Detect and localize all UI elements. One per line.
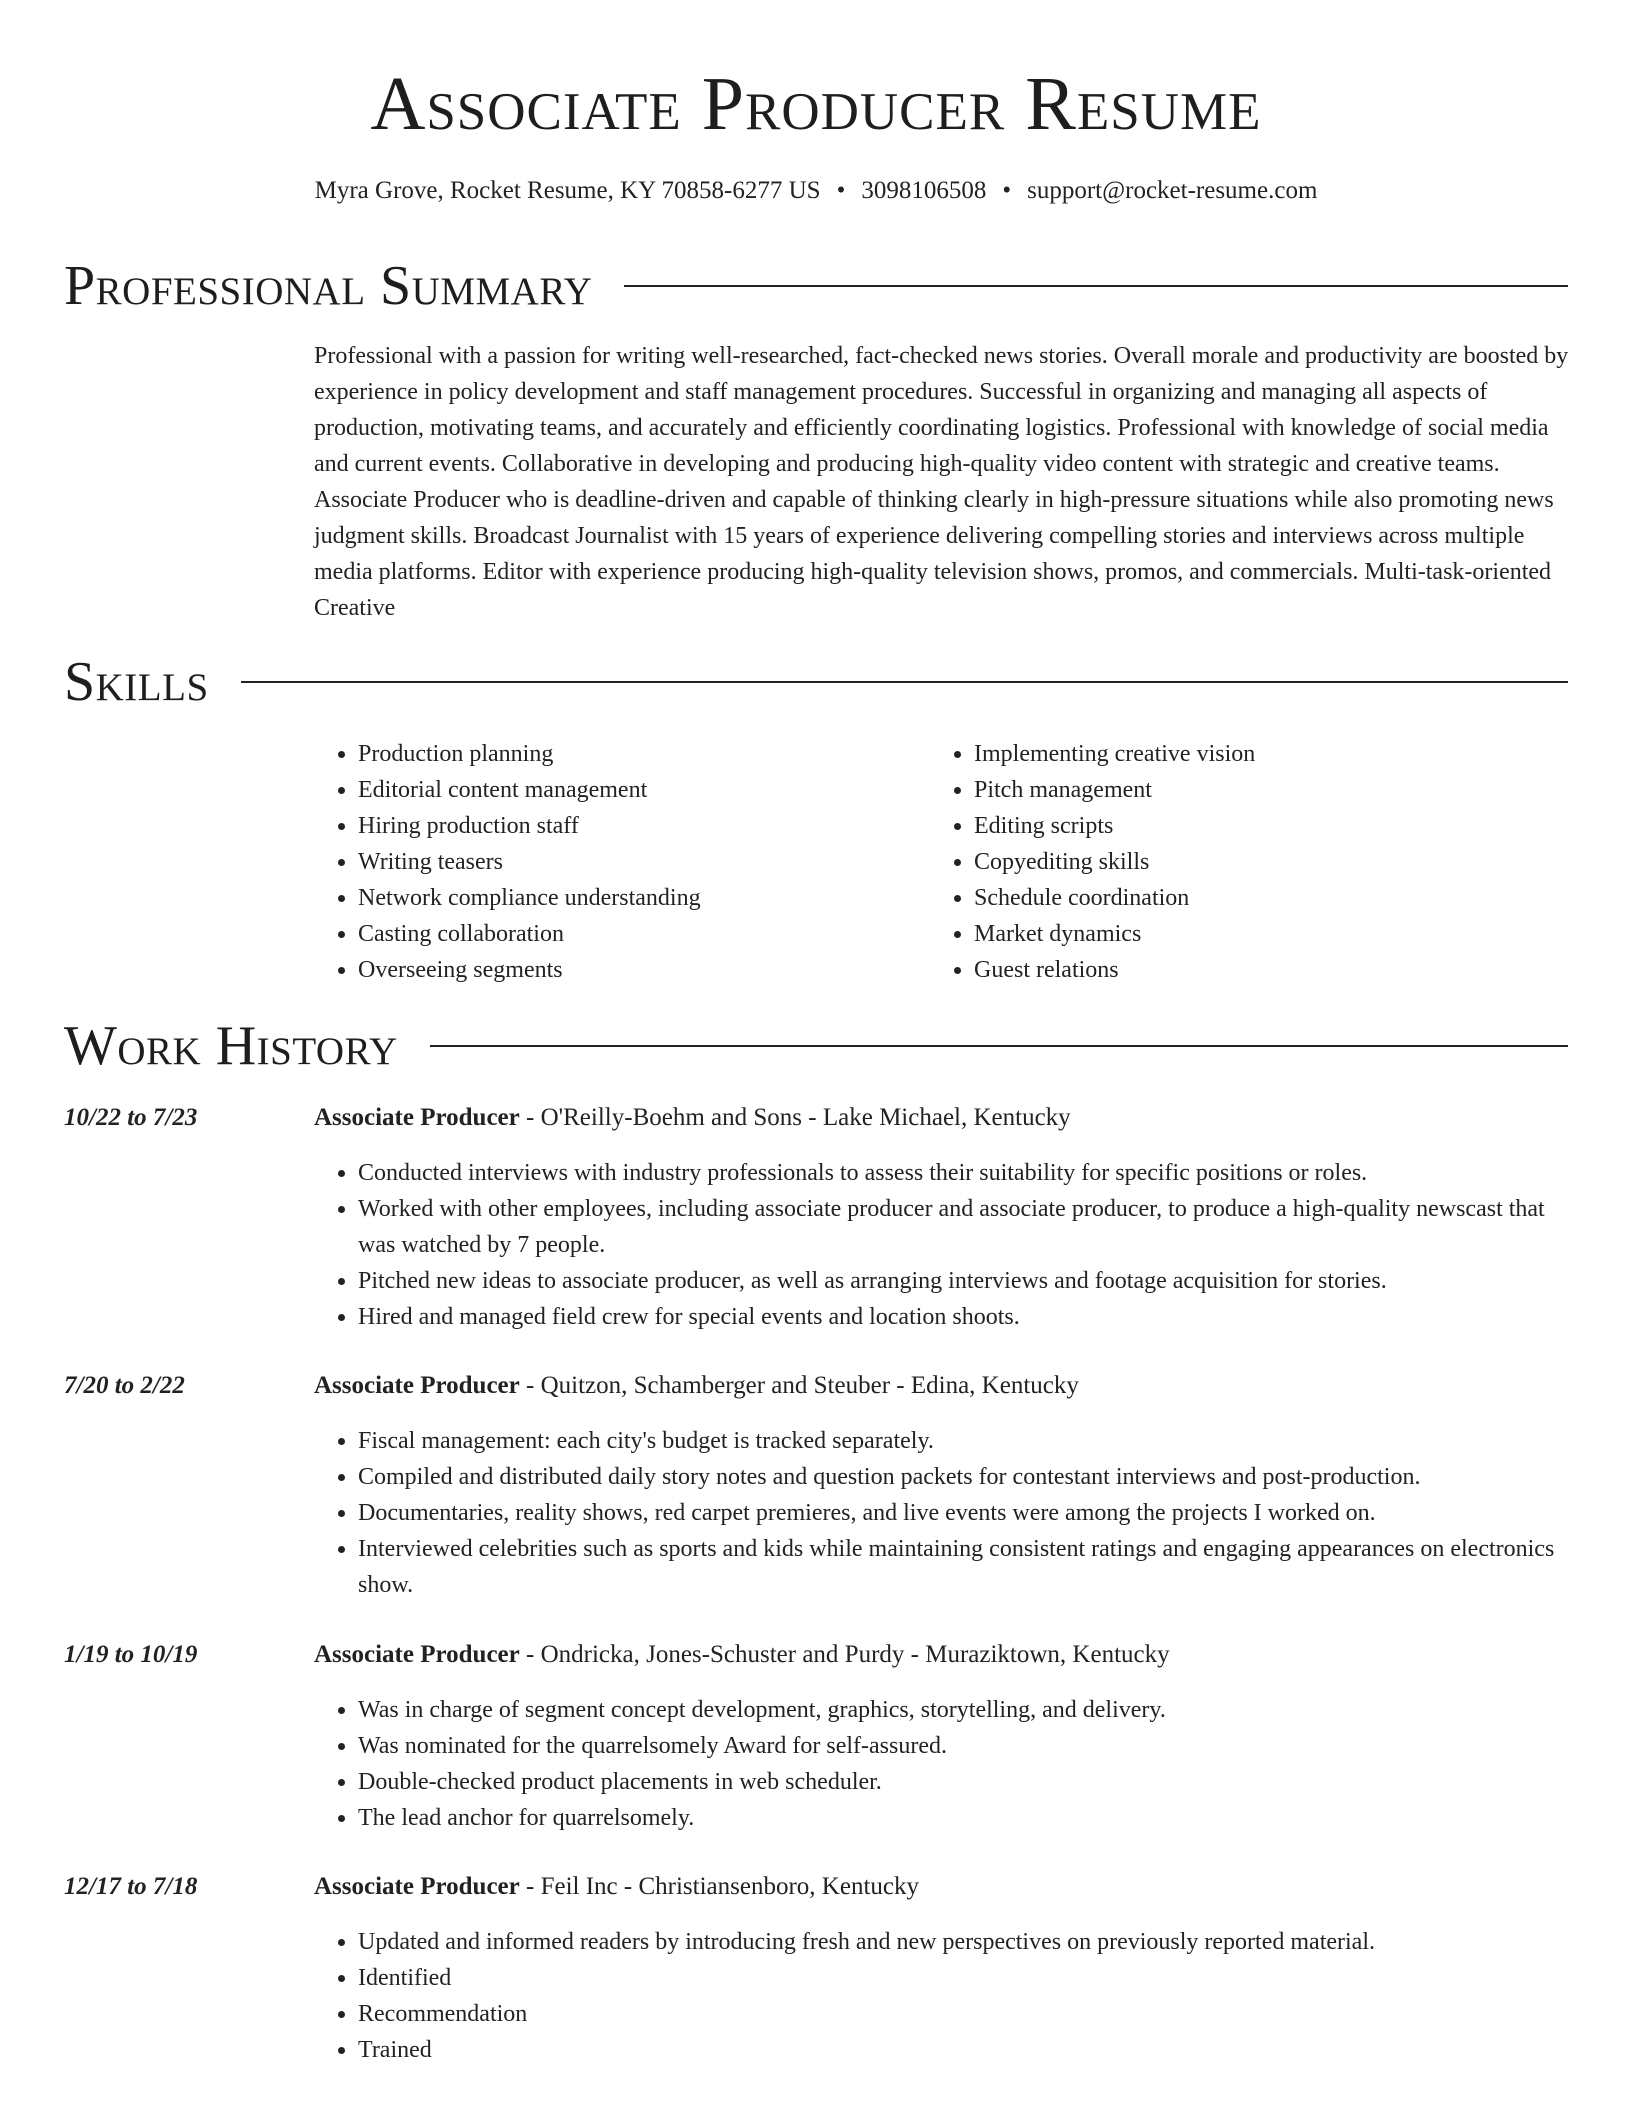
job-dash: -: [519, 1104, 541, 1131]
job-location: Christiansenboro, Kentucky: [638, 1873, 919, 1900]
job-dash: -: [904, 1641, 926, 1668]
contact-line: [0, 174, 1632, 208]
skill-item: • Copyediting skills: [974, 844, 1546, 880]
skills-list: [314, 736, 1570, 988]
job-bullet: • Documentaries, reality shows, red carpet premieres, and live events were among the projects I worked on.: [358, 1495, 1568, 1531]
job-bullet: • Was in charge of segment concept development, graphics, storytelling, and delivery.: [358, 1692, 1568, 1728]
section-heading: Skills: [64, 651, 209, 713]
job-company: Feil Inc: [540, 1873, 618, 1900]
summary-text: Professional with a passion for writing well-researched, fact-checked news stories. Overall morale and productivity are boosted by experience in policy development and staff management procedures. Successful in organizing and managing all aspects of production, motivating teams, and accurately and efficiently coordinating logistics. Professional with knowledge of social media and current events. Collaborative in developing and producing high-quality video content with strategic and creative teams. Associate Producer who is deadline-driven and capable of thinking clearly in high-pressure situations while also promoting news judgment skills. Broadcast Journalist with 15 years of experience delivering compelling stories and interviews across multiple media platforms. Editor with experience producing high-quality television shows, promos, and commercials. Multi-task-oriented Creative: [314, 343, 1569, 621]
section-divider: [624, 285, 1568, 287]
contact-separator: •: [1002, 177, 1012, 204]
job-dates: 7/20 to 2/22: [64, 1372, 185, 1399]
section-divider: [430, 1045, 1568, 1047]
job-bullet: • The lead anchor for quarrelsomely.: [358, 1800, 1568, 1836]
job-header: [314, 1368, 1568, 1404]
skill-item: • Pitch management: [974, 772, 1546, 808]
job-location: Lake Michael, Kentucky: [822, 1104, 1071, 1131]
skill-item: • Implementing creative vision: [974, 736, 1546, 772]
job-dash: -: [617, 1873, 639, 1900]
job-bullet: • Compiled and distributed daily story notes and question packets for contestant interviews and post-production.: [358, 1459, 1568, 1495]
job-dash: -: [519, 1873, 541, 1900]
job-bullet: • Was nominated for the quarrelsomely Award for self-assured.: [358, 1728, 1568, 1764]
job-dash: -: [519, 1641, 541, 1668]
job-title: Associate Producer: [314, 1372, 520, 1399]
resume-title: Associate Producer Resume: [370, 62, 1262, 146]
skill-item: • Schedule coordination: [974, 880, 1546, 916]
job-bullets: [314, 1155, 1568, 1335]
section-heading: Work History: [64, 1015, 398, 1077]
section-heading: Professional Summary: [64, 255, 593, 317]
job-header: [314, 1869, 1568, 1905]
skill-item: • Guest relations: [974, 952, 1546, 988]
job-company: O'Reilly-Boehm and Sons: [540, 1104, 803, 1131]
job-title: Associate Producer: [314, 1873, 520, 1900]
job-company: Quitzon, Schamberger and Steuber: [540, 1372, 891, 1399]
job-dash: -: [802, 1104, 823, 1131]
job-bullet: • Identified: [358, 1960, 1568, 1996]
job-bullet: • Hired and managed field crew for special events and location shoots.: [358, 1299, 1568, 1335]
job-bullet: • Pitched new ideas to associate producer, as well as arranging interviews and footage acquisition for stories.: [358, 1263, 1568, 1299]
job-dates: 10/22 to 7/23: [64, 1104, 198, 1131]
job-bullet: • Interviewed celebrities such as sports and kids while maintaining consistent ratings and engaging appearances on electronics show.: [358, 1531, 1568, 1603]
job-dates: 12/17 to 7/18: [64, 1873, 198, 1900]
section-skills: [64, 650, 1568, 714]
section-divider: [241, 681, 1568, 683]
job-bullet: • Fiscal management: each city's budget is tracked separately.: [358, 1423, 1568, 1459]
contact-address: Myra Grove, Rocket Resume, KY 70858-6277 US: [314, 177, 821, 204]
contact-separator: •: [836, 177, 846, 204]
job-location: Muraziktown, Kentucky: [925, 1641, 1170, 1668]
skill-item: • Network compliance understanding: [358, 880, 930, 916]
skill-item: • Casting collaboration: [358, 916, 930, 952]
skill-item: • Writing teasers: [358, 844, 930, 880]
job-bullet: • Updated and informed readers by introducing fresh and new perspectives on previously reported material.: [358, 1924, 1568, 1960]
job-bullets: [314, 1692, 1568, 1836]
job-header: [314, 1637, 1568, 1673]
job-dash: -: [519, 1372, 541, 1399]
skill-item: • Editorial content management: [358, 772, 930, 808]
job-bullet: • Recommendation: [358, 1996, 1568, 2032]
section-work-history: [64, 1014, 1568, 1078]
skill-item: • Editing scripts: [974, 808, 1546, 844]
job-bullet: • Conducted interviews with industry professionals to assess their suitability for specific positions or roles.: [358, 1155, 1568, 1191]
job-bullets: [314, 1423, 1568, 1603]
job-title: Associate Producer: [314, 1641, 520, 1668]
job-bullet: • Trained: [358, 2032, 1568, 2068]
job-dates: 1/19 to 10/19: [64, 1641, 198, 1668]
skill-item: • Production planning: [358, 736, 930, 772]
skill-item: • Overseeing segments: [358, 952, 930, 988]
job-header: [314, 1100, 1568, 1136]
job-location: Edina, Kentucky: [910, 1372, 1079, 1399]
skills-column-left: [314, 736, 930, 988]
job-bullets: [314, 1924, 1568, 2068]
job-bullet: • Worked with other employees, including associate producer and associate producer, to produce a high-quality newscast that was watched by 7 people.: [358, 1191, 1568, 1263]
contact-phone: 3098106508: [861, 177, 987, 204]
job-title: Associate Producer: [314, 1104, 520, 1131]
job-bullet: • Double-checked product placements in web scheduler.: [358, 1764, 1568, 1800]
job-company: Ondricka, Jones-Schuster and Purdy: [540, 1641, 905, 1668]
skills-column-right: [930, 736, 1546, 988]
contact-email: support@rocket-resume.com: [1027, 177, 1318, 204]
skill-item: • Hiring production staff: [358, 808, 930, 844]
section-professional-summary: [64, 254, 1568, 318]
job-dash: -: [890, 1372, 911, 1399]
skill-item: • Market dynamics: [974, 916, 1546, 952]
